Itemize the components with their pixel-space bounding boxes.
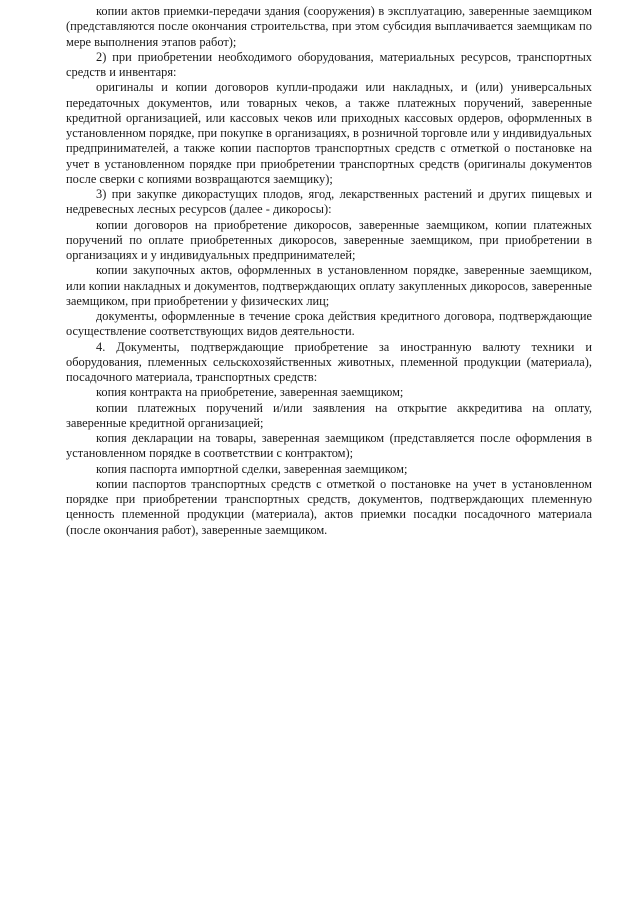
paragraph-customs-declaration: копия декларации на товары, заверенная заемщиком (представляется после оформления в установленном порядке в соответствии с контрактом); — [66, 431, 592, 461]
paragraph-payment-orders: копии платежных поручений и/или заявления на открытие аккредитива на оплату, заверенные кредитной организацией; — [66, 400, 592, 430]
paragraph-purchase-acts: копии закупочных актов, оформленных в установленном порядке, заверенные заемщиком, или копии накладных и документов, подтверждающих оплату закупленных дикоросов, заверенные заемщиком, при приобретении у физических лиц; — [66, 263, 592, 308]
paragraph-activity-documents: документы, оформленные в течение срока действия кредитного договора, подтверждающие осуществление соответствующих видов деятельности. — [66, 309, 592, 339]
paragraph-import-passport: копия паспорта импортной сделки, заверенная заемщиком; — [96, 461, 408, 476]
paragraph-building-acceptance: копии актов приемки-передачи здания (сооружения) в эксплуатацию, заверенные заемщиком (представляются после окончания строительства, при этом субсидия выплачивается заемщикам по мере выполнения этапов работ); — [66, 4, 592, 49]
paragraph-dikorosy-contracts: копии договоров на приобретение дикоросов, заверенные заемщиком, копии платежных поручений по оплате приобретенных дикоросов, заверенные заемщиком, при приобретении в организациях и у индивидуальных предпринимателей; — [66, 217, 592, 262]
paragraph-item-2-heading: 2) при приобретении необходимого оборудования, материальных ресурсов, транспортных средств и инвентаря: — [66, 49, 592, 79]
paragraph-vehicle-passports: копии паспортов транспортных средств с отметкой о постановке на учет в установленном порядке при приобретении транспортных средств, документов, подтверждающих племенную ценность племенной продукции (материала), актов приемки посадки посадочного материала (после окончания работ), заверенные заемщиком. — [66, 476, 592, 537]
paragraph-purchase-documents: оригиналы и копии договоров купли-продажи или накладных, и (или) универсальных передаточных документов, или товарных чеков, а также платежных поручений, заверенные кредитной организацией, или кассовых чеков или приходных кассовых ордеров, оформленных в установленном порядке, при покупке в организациях, в розничной торговле или у индивидуальных предпринимателей, а также копии паспортов транспортных средств с отметкой о постановке на учет в установленном порядке при приобретении транспортных средств (оригиналы документов после сверки с копиями возвращаются заемщику); — [66, 80, 592, 186]
paragraph-item-3-heading: 3) при закупке дикорастущих плодов, ягод, лекарственных растений и других пищевых и недревесных лесных ресурсов (далее - дикоросы): — [66, 187, 592, 217]
document-page — [66, 4, 592, 538]
paragraph-contract-copy: копия контракта на приобретение, заверенная заемщиком; — [96, 385, 404, 400]
paragraph-item-4-heading: 4. Документы, подтверждающие приобретение за иностранную валюту техники и оборудования, племенных сельскохозяйственных животных, племенной продукции (материала), посадочного материала, транспортных средств: — [66, 339, 592, 384]
